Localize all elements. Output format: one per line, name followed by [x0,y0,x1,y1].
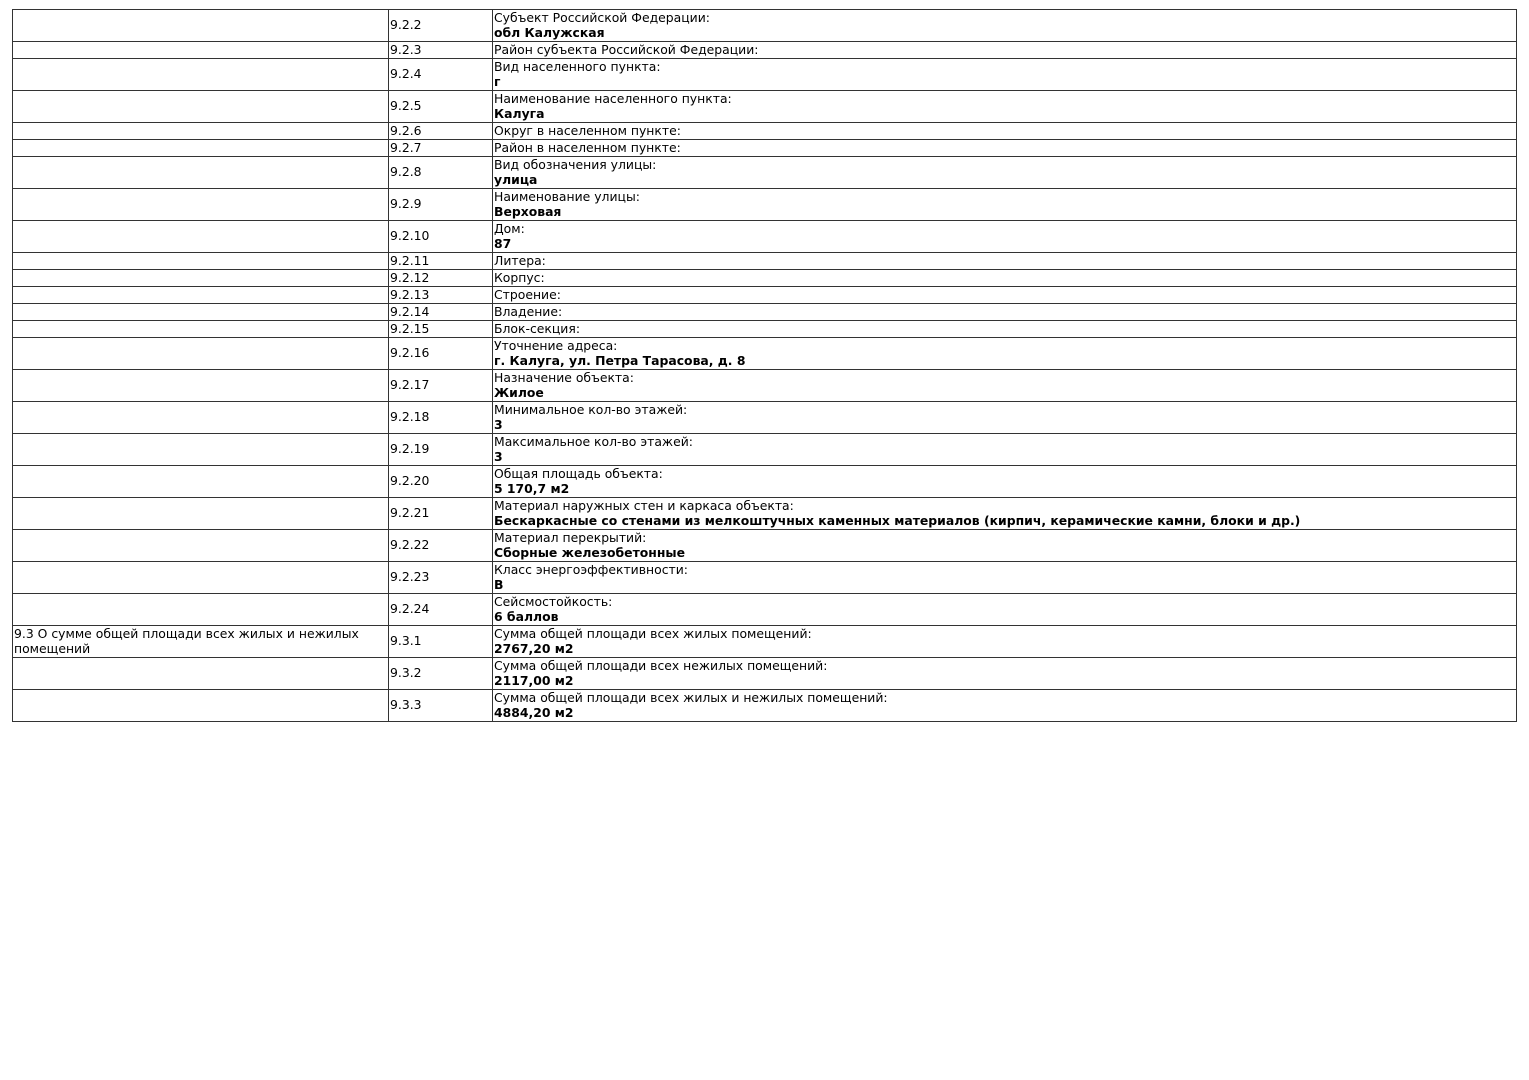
item-code-cell: 9.2.23 [389,562,493,594]
field-label: Наименование улицы: [494,189,640,204]
field-value: Бескаркасные со стенами из мелкоштучных каменных материалов (кирпич, керамические камни, блоки и др.) [494,512,1301,528]
field-value: Жилое [494,384,544,400]
item-code-cell: 9.2.5 [389,91,493,123]
field-value: улица [494,171,538,187]
content-cell [493,626,1517,658]
section-cell [13,594,389,626]
table-row [13,466,1517,498]
field-label: Материал перекрытий: [494,530,647,545]
section-cell [13,690,389,722]
content-cell [493,321,1517,338]
item-code-cell: 9.2.22 [389,530,493,562]
field-label: Сумма общей площади всех жилых помещений: [494,626,812,641]
item-code-cell: 9.2.11 [389,253,493,270]
table-row [13,690,1517,722]
table-row [13,498,1517,530]
content-cell [493,253,1517,270]
table-row [13,562,1517,594]
table-row [13,253,1517,270]
table-row [13,434,1517,466]
table-row [13,321,1517,338]
content-cell [493,658,1517,690]
item-code-cell: 9.2.14 [389,304,493,321]
item-code-cell: 9.2.21 [389,498,493,530]
section-cell [13,498,389,530]
content-cell [493,59,1517,91]
object-info-table [12,9,1517,722]
section-cell [13,157,389,189]
field-value: 3 [494,416,503,432]
item-code-cell: 9.2.17 [389,370,493,402]
field-label: Сумма общей площади всех жилых и нежилых помещений: [494,690,888,705]
table-row [13,189,1517,221]
content-cell [493,140,1517,157]
table-row [13,287,1517,304]
field-label: Максимальное кол-во этажей: [494,434,693,449]
field-label: Наименование населенного пункта: [494,91,732,106]
field-label: Субъект Российской Федерации: [494,10,710,25]
content-cell [493,370,1517,402]
item-code-cell: 9.2.19 [389,434,493,466]
field-value: 2767,20 м2 [494,640,574,656]
item-code-cell: 9.2.15 [389,321,493,338]
section-cell [13,321,389,338]
field-value: Калуга [494,105,545,121]
section-cell [13,123,389,140]
item-code-cell: 9.2.9 [389,189,493,221]
field-value: г. Калуга, ул. Петра Тарасова, д. 8 [494,352,746,368]
field-label: Сейсмостойкость: [494,594,613,609]
field-label: Минимальное кол-во этажей: [494,402,688,417]
section-cell [13,562,389,594]
field-value: 2117,00 м2 [494,672,574,688]
item-code-cell: 9.3.2 [389,658,493,690]
field-label: Литера: [494,252,546,268]
field-label: Округ в населенном пункте: [494,122,681,138]
table-row [13,530,1517,562]
field-value: 3 [494,448,503,464]
content-cell [493,189,1517,221]
table-row [13,221,1517,253]
table-row [13,91,1517,123]
content-cell [493,594,1517,626]
field-label: Класс энергоэффективности: [494,562,688,577]
table-row [13,10,1517,42]
table-row [13,304,1517,321]
section-cell [13,253,389,270]
item-code-cell: 9.3.1 [389,626,493,658]
table-row [13,370,1517,402]
section-cell: 9.3 О сумме общей площади всех жилых и нежилых помещений [13,626,389,658]
field-label: Корпус: [494,269,545,285]
table-row [13,658,1517,690]
field-value: 4884,20 м2 [494,704,574,720]
item-code-cell: 9.2.6 [389,123,493,140]
table-row [13,123,1517,140]
content-cell [493,466,1517,498]
section-cell [13,10,389,42]
table-body [13,10,1517,722]
item-code-cell: 9.2.20 [389,466,493,498]
table-row [13,270,1517,287]
field-value: 6 баллов [494,608,559,624]
field-label: Район в населенном пункте: [494,139,681,155]
section-cell [13,338,389,370]
content-cell [493,157,1517,189]
content-cell [493,221,1517,253]
field-label: Вид обозначения улицы: [494,157,657,172]
section-cell [13,189,389,221]
item-code-cell: 9.2.10 [389,221,493,253]
item-code-cell: 9.3.3 [389,690,493,722]
content-cell [493,498,1517,530]
field-value: B [494,576,504,592]
item-code-cell: 9.2.8 [389,157,493,189]
section-cell [13,658,389,690]
field-label: Владение: [494,303,563,319]
section-cell [13,140,389,157]
section-cell [13,370,389,402]
field-label: Вид населенного пункта: [494,59,661,74]
content-cell [493,42,1517,59]
item-code-cell: 9.2.18 [389,402,493,434]
table-row [13,59,1517,91]
field-label: Материал наружных стен и каркаса объекта: [494,498,794,513]
field-value: обл Калужская [494,24,605,40]
item-code-cell: 9.2.13 [389,287,493,304]
content-cell [493,402,1517,434]
table-row [13,338,1517,370]
field-value: г [494,73,501,89]
item-code-cell: 9.2.12 [389,270,493,287]
section-cell [13,402,389,434]
table-row [13,140,1517,157]
section-cell [13,287,389,304]
field-label: Сумма общей площади всех нежилых помещений: [494,658,828,673]
content-cell [493,562,1517,594]
field-label: Назначение объекта: [494,370,634,385]
item-code-cell: 9.2.24 [389,594,493,626]
content-cell [493,690,1517,722]
item-code-cell: 9.2.2 [389,10,493,42]
section-cell [13,221,389,253]
item-code-cell: 9.2.16 [389,338,493,370]
field-label: Строение: [494,286,561,302]
content-cell [493,304,1517,321]
content-cell [493,338,1517,370]
field-label: Блок-секция: [494,320,580,336]
content-cell [493,10,1517,42]
table-row [13,402,1517,434]
field-value: Сборные железобетонные [494,544,686,560]
content-cell [493,270,1517,287]
field-label: Район субъекта Российской Федерации: [494,41,759,57]
table-row [13,157,1517,189]
section-cell [13,42,389,59]
content-cell [493,530,1517,562]
table-row [13,594,1517,626]
field-value: 5 170,7 м2 [494,480,570,496]
table-row [13,626,1517,658]
field-label: Дом: [494,221,525,236]
field-value: Верховая [494,203,562,219]
section-cell [13,59,389,91]
field-label: Общая площадь объекта: [494,466,663,481]
content-cell [493,91,1517,123]
item-code-cell: 9.2.3 [389,42,493,59]
section-cell [13,530,389,562]
section-cell [13,91,389,123]
table-row [13,42,1517,59]
field-value: 87 [494,235,512,251]
content-cell [493,287,1517,304]
field-label: Уточнение адреса: [494,338,618,353]
section-cell [13,466,389,498]
section-cell [13,304,389,321]
section-cell [13,434,389,466]
item-code-cell: 9.2.7 [389,140,493,157]
content-cell [493,123,1517,140]
item-code-cell: 9.2.4 [389,59,493,91]
content-cell [493,434,1517,466]
section-cell [13,270,389,287]
